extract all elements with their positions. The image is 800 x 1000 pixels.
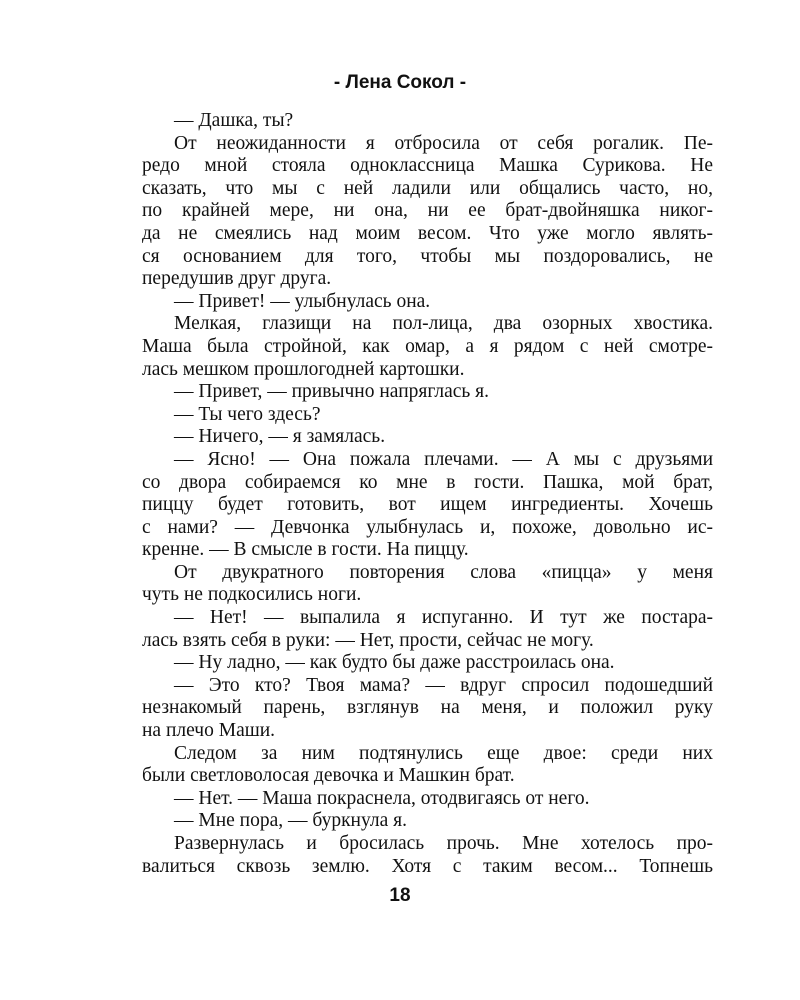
text-line: Развернулась и бросилась прочь. Мне хотелось про- <box>174 833 713 854</box>
text-line: на плечо Маши. <box>142 720 276 742</box>
paragraph <box>142 810 713 833</box>
text-line: по крайней мере, ни она, ни ее брат-двойняшка никог- <box>142 200 713 222</box>
paragraph <box>142 449 713 562</box>
text-line: От неожиданности я отбросила от себя рогалик. Пе- <box>174 132 713 154</box>
body-text <box>142 110 713 878</box>
text-line: — Ясно! — Она пожала плечами. — А мы с друзьями <box>174 448 713 470</box>
paragraph <box>142 133 713 291</box>
text-line: — Привет, — привычно напряглась я. <box>174 381 490 403</box>
text-line: редо мной стояла одноклассница Машка Сурикова. Не <box>142 155 713 177</box>
text-line: — Дашка, ты? <box>174 110 294 131</box>
text-line: с нами? — Девчонка улыбнулась и, похоже, довольно ис- <box>142 516 713 538</box>
text-line: передушив друг друга. <box>142 268 332 290</box>
text-line: Мелкая, глазищи на пол-лица, два озорных хвостика. <box>174 313 713 335</box>
text-line: лась взять себя в руки: — Нет, прости, сейчас не могу. <box>142 629 594 651</box>
paragraph <box>142 291 713 314</box>
paragraph <box>142 110 713 133</box>
text-line: чуть не подкосились ноги. <box>142 584 362 606</box>
paragraph <box>142 675 713 743</box>
paragraph <box>142 313 713 381</box>
paragraph <box>142 562 713 607</box>
paragraph <box>142 607 713 652</box>
paragraph <box>142 404 713 427</box>
text-line: — Это кто? Твоя мама? — вдруг спросил подошедший <box>174 674 713 696</box>
text-line: сказать, что мы с ней ладили или общались часто, но, <box>142 177 713 199</box>
text-line: — Нет. — Маша покраснела, отодвигаясь от него. <box>174 787 590 809</box>
text-line: — Привет! — улыбнулась она. <box>174 290 431 312</box>
text-line: От двукратного повторения слова «пицца» у меня <box>174 561 713 583</box>
paragraph <box>142 652 713 675</box>
text-line: лась мешком прошлогодней картошки. <box>142 358 465 380</box>
paragraph <box>142 743 713 788</box>
text-line: незнакомый парень, взглянув на меня, и положил руку <box>142 697 713 719</box>
text-line: валиться сквозь землю. Хотя с таким весом... Топнешь <box>142 855 713 877</box>
text-line: Следом за ним подтянулись еще двое: среди них <box>174 742 713 764</box>
text-line: — Ты чего здесь? <box>174 403 321 425</box>
page-number: 18 <box>389 885 411 906</box>
paragraph <box>142 426 713 449</box>
text-line: были светловолосая девочка и Машкин брат. <box>142 765 515 787</box>
paragraph <box>142 788 713 811</box>
paragraph <box>142 381 713 404</box>
text-line: Маша была стройной, как омар, а я рядом с ней смотре- <box>142 335 713 357</box>
text-line: да не смеялись над моим весом. Что уже могло являть- <box>142 222 713 244</box>
text-line: пиццу будет готовить, вот ищем ингредиенты. Хочешь <box>142 494 713 516</box>
text-line: — Ну ладно, — как будто бы даже расстроилась она. <box>174 652 615 674</box>
text-line: — Нет! — выпалила я испуганно. И тут же постара- <box>174 607 713 629</box>
running-header: - Лена Сокол - <box>333 72 467 93</box>
text-line: — Ничего, — я замялась. <box>174 426 386 448</box>
text-line: кренне. — В смысле в гости. На пиццу. <box>142 539 469 561</box>
text-line: ся основанием для того, чтобы мы поздоровались, не <box>142 245 713 267</box>
paragraph <box>142 833 713 878</box>
text-line: — Мне пора, — буркнула я. <box>174 810 407 832</box>
text-line: со двора собираемся ко мне в гости. Пашка, мой брат, <box>142 471 713 493</box>
